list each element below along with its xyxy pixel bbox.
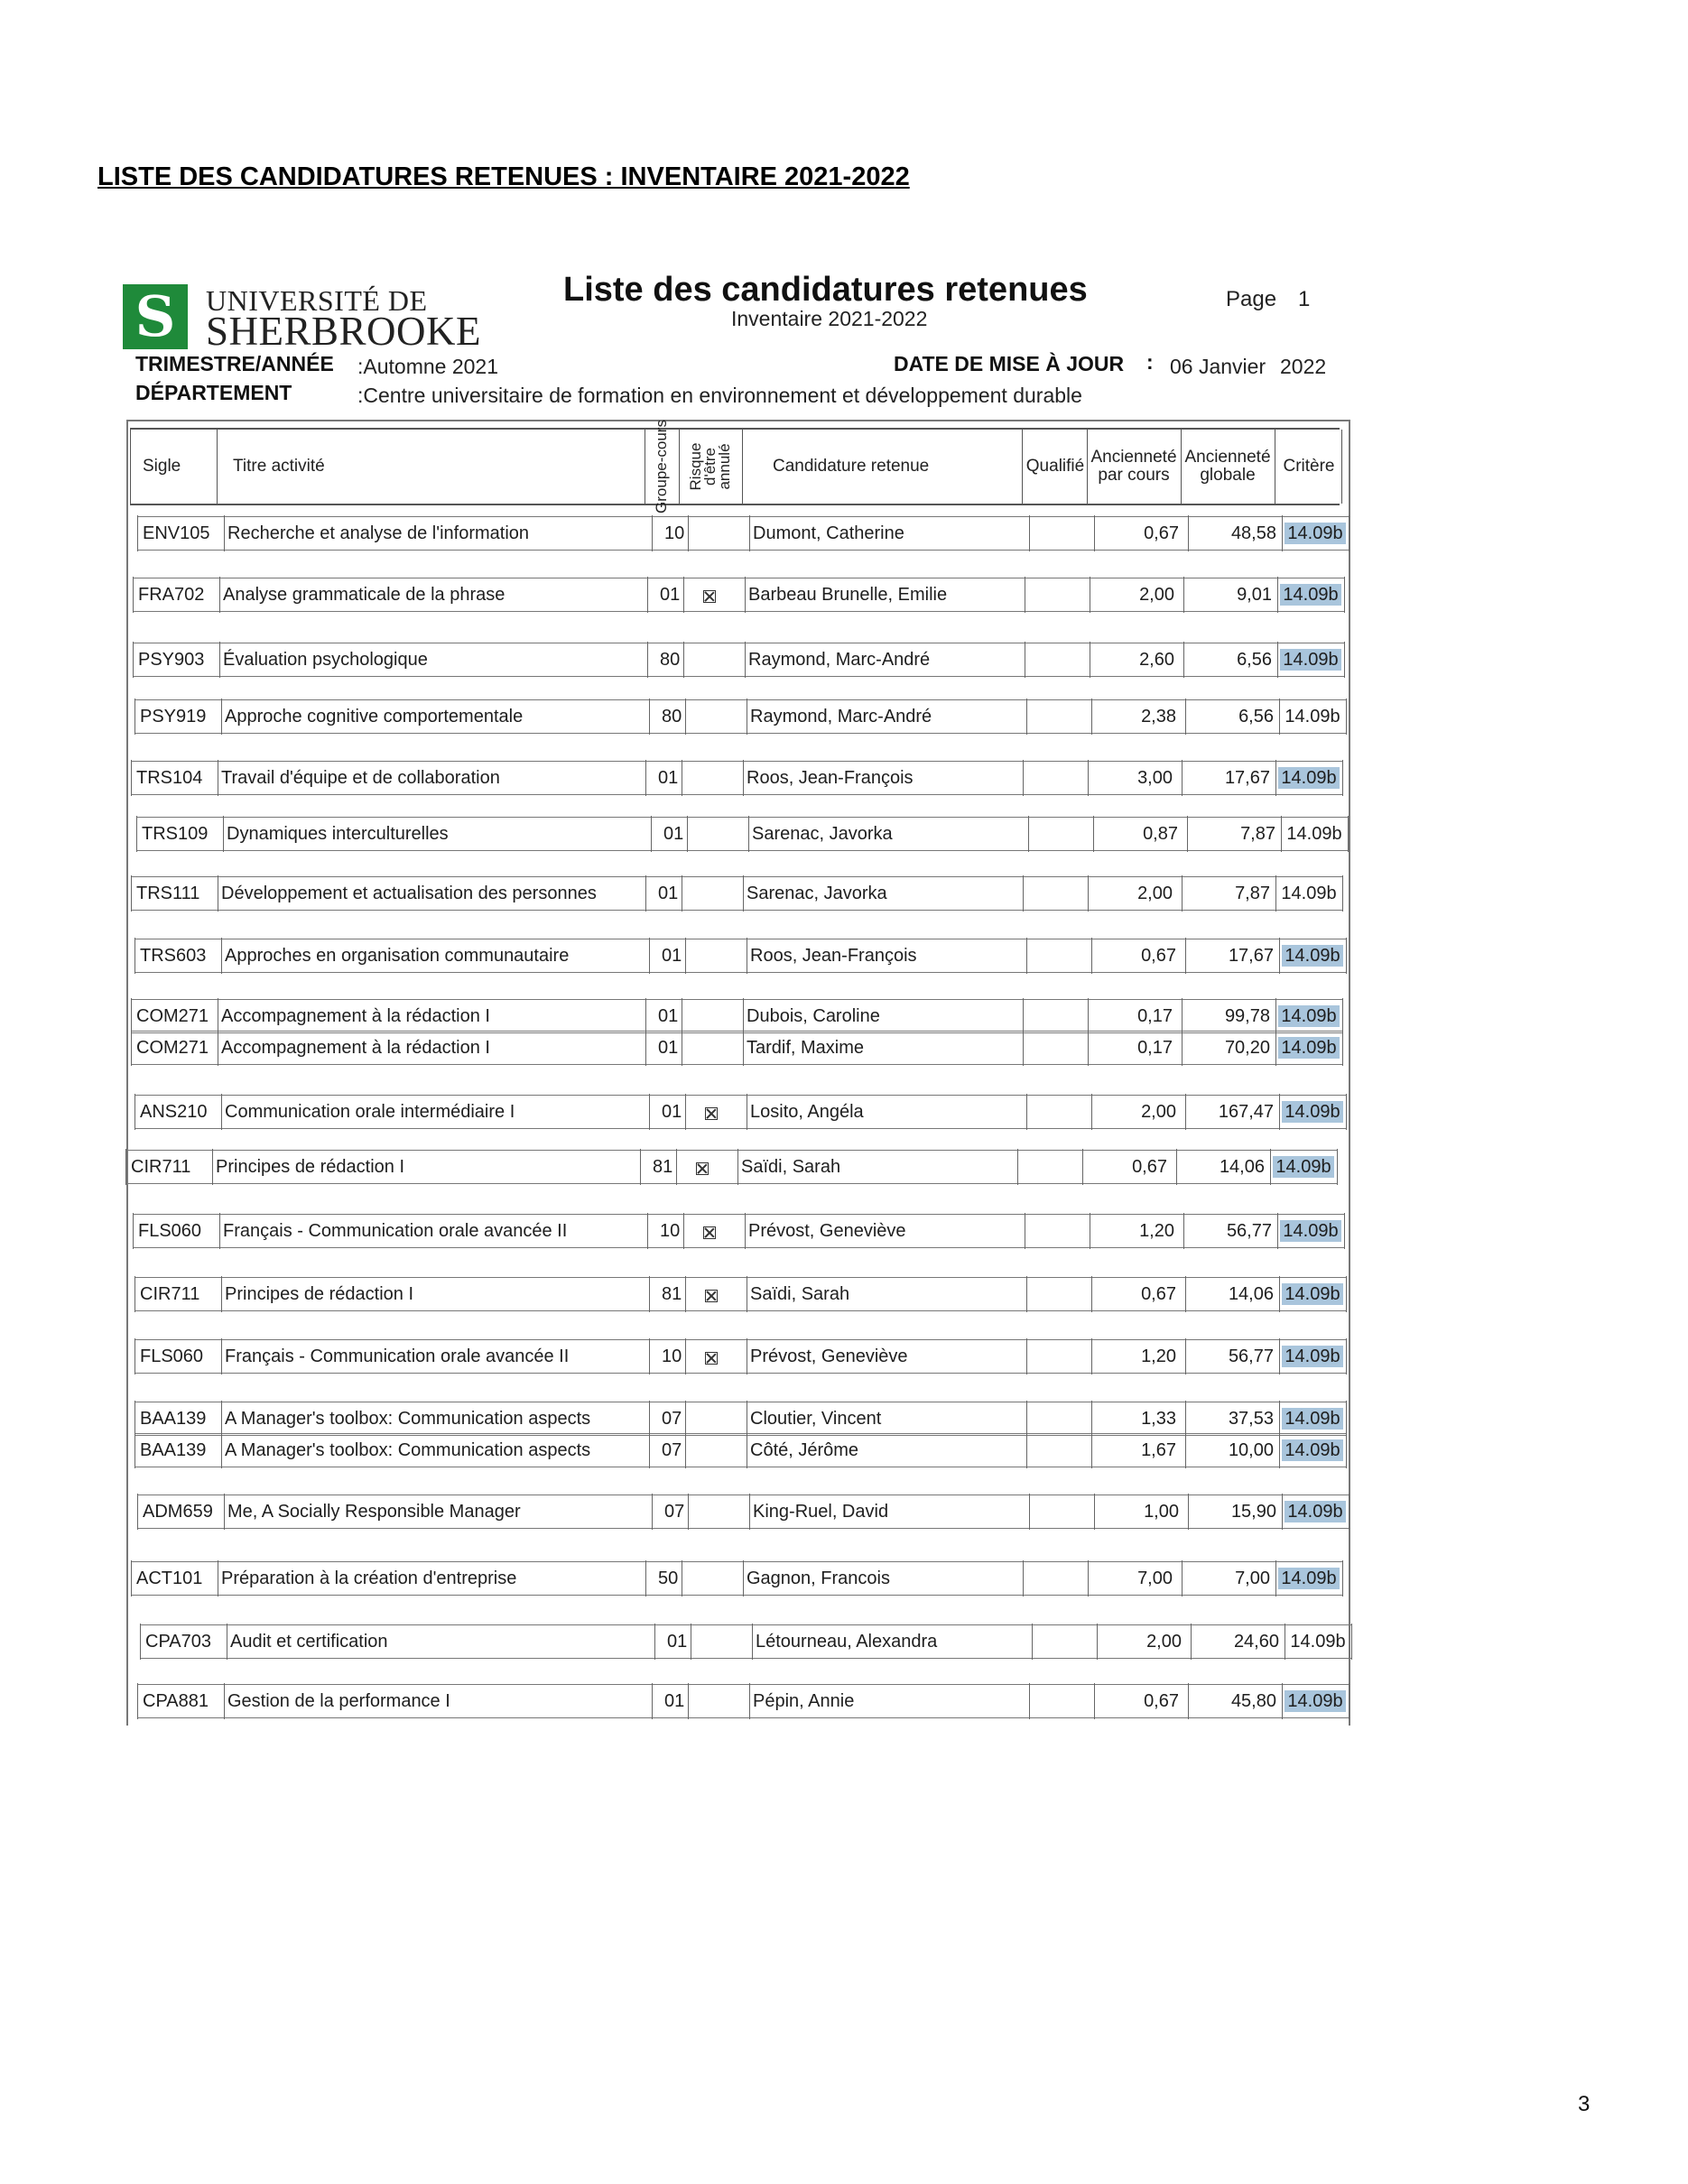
cell-sigle: BAA139	[140, 1440, 207, 1460]
cell-risque	[705, 1434, 741, 1467]
cell-risque	[705, 1402, 741, 1435]
cell-anc-cours: 1,20	[1141, 1346, 1176, 1366]
table-frame	[126, 420, 1350, 1726]
cell-risque	[708, 1495, 744, 1528]
table-row	[133, 578, 1344, 612]
cell-critere: 14.09b	[1285, 707, 1340, 726]
cell-sigle: PSY919	[140, 707, 207, 726]
table-row	[134, 939, 1346, 973]
cell-groupe: 80	[662, 707, 682, 726]
col-candidature: Candidature retenue	[773, 457, 930, 476]
cell-candidature: Côté, Jérôme	[750, 1440, 859, 1460]
table-row	[131, 999, 1342, 1033]
logo-line2: SHERBROOKE	[206, 309, 482, 354]
page-footer-number: 3	[1578, 2092, 1591, 2116]
cell-groupe: 07	[664, 1502, 685, 1522]
cell-anc-cours: 0,67	[1132, 1157, 1167, 1177]
cell-anc-cours: 1,00	[1144, 1502, 1179, 1522]
cell-groupe: 01	[662, 1102, 682, 1122]
cell-groupe: 81	[662, 1284, 682, 1304]
cell-anc-cours: 0,17	[1137, 1038, 1173, 1058]
cell-critere: 14.09b	[1281, 1340, 1344, 1373]
cell-anc-cours: 2,00	[1141, 1102, 1176, 1122]
col-anc-globale: Ancienneté globale	[1184, 448, 1271, 485]
checked-box-icon	[703, 590, 716, 603]
cell-titre: Français - Communication orale avancée II	[223, 1221, 568, 1241]
cell-sigle: FLS060	[138, 1221, 202, 1241]
cell-sigle: TRS104	[136, 768, 203, 788]
cell-sigle: PSY903	[138, 650, 205, 670]
cell-critere: 14.09b	[1277, 1562, 1340, 1595]
cell-groupe: 01	[660, 585, 681, 605]
cell-qualifie	[1030, 700, 1084, 733]
table-row	[133, 1214, 1344, 1248]
page-number: 1	[1298, 287, 1311, 311]
cell-critere: 14.09b	[1281, 1402, 1344, 1435]
col-groupe: Groupe-cours	[653, 420, 670, 514]
table-row	[134, 1339, 1346, 1374]
table-row	[134, 1095, 1346, 1129]
cell-sigle: FRA702	[138, 585, 205, 605]
cell-critere: 14.09b	[1281, 1434, 1344, 1467]
cell-titre: Français - Communication orale avancée II	[225, 1346, 570, 1366]
cell-candidature: Prévost, Geneviève	[750, 1346, 908, 1366]
cell-risque	[705, 1278, 741, 1310]
cell-titre: Recherche et analyse de l'information	[227, 523, 530, 543]
cell-critere: 14.09b	[1279, 578, 1342, 611]
cell-anc-cours: 7,00	[1137, 1569, 1173, 1588]
cell-sigle: FLS060	[140, 1346, 204, 1366]
cell-risque	[710, 1625, 747, 1658]
update-year: 2022	[1280, 355, 1327, 378]
update-label: DATE DE MISE À JOUR	[894, 352, 1125, 375]
table-row	[140, 1624, 1351, 1659]
cell-anc-cours: 2,00	[1137, 884, 1173, 903]
cell-qualifie	[1033, 1495, 1087, 1528]
cell-titre: Analyse grammaticale de la phrase	[223, 585, 505, 605]
cell-candidature: Sarenac, Javorka	[747, 884, 887, 903]
term-label: TRIMESTRE/ANNÉE	[135, 352, 334, 375]
update-colon: :	[1146, 350, 1154, 374]
cell-qualifie	[1028, 1215, 1082, 1247]
cell-groupe: 01	[658, 1038, 679, 1058]
cell-critere: 14.09b	[1272, 1151, 1335, 1183]
cell-titre: Me, A Socially Responsible Manager	[227, 1502, 521, 1522]
cell-groupe: 01	[658, 884, 679, 903]
cell-critere: 14.09b	[1281, 1278, 1344, 1310]
update-day: 06 Janvier	[1170, 355, 1266, 378]
col-anc-cours: Ancienneté par cours	[1090, 448, 1177, 485]
cell-anc-cours: 2,00	[1139, 585, 1174, 605]
cell-groupe: 10	[662, 1346, 682, 1366]
cell-titre: Accompagnement à la rédaction I	[221, 1038, 490, 1058]
cell-critere: 14.09b	[1277, 1032, 1340, 1064]
cell-critere: 14.09b	[1284, 1495, 1347, 1528]
col-critere: Critère	[1283, 457, 1335, 476]
cell-critere: 14.09b	[1290, 1632, 1346, 1652]
cell-titre: Préparation à la création d'entreprise	[221, 1569, 517, 1588]
cell-anc-globale: 7,00	[1235, 1569, 1270, 1588]
cell-groupe: 07	[662, 1409, 682, 1429]
col-sigle: Sigle	[143, 457, 181, 476]
table-row	[137, 1495, 1349, 1529]
cell-anc-cours: 0,67	[1144, 523, 1179, 543]
cell-candidature: Pépin, Annie	[753, 1691, 855, 1711]
cell-anc-cours: 2,60	[1139, 650, 1174, 670]
cell-anc-cours: 0,17	[1137, 1006, 1173, 1026]
cell-groupe: 10	[660, 1221, 681, 1241]
cell-groupe: 07	[662, 1440, 682, 1460]
cell-candidature: King-Ruel, David	[753, 1502, 889, 1522]
cell-anc-globale: 6,56	[1237, 650, 1272, 670]
page-label: Page	[1226, 287, 1277, 311]
cell-sigle: CIR711	[140, 1284, 200, 1304]
logo-mark-icon: S	[123, 284, 188, 349]
cell-critere: 14.09b	[1286, 824, 1342, 844]
cell-qualifie	[1026, 1032, 1081, 1064]
column-header-row	[130, 420, 1340, 514]
dept-value: :Centre universitaire de formation en environnement et développement durable	[357, 384, 1082, 407]
cell-anc-globale: 17,67	[1228, 946, 1274, 966]
cell-sigle: ANS210	[140, 1102, 208, 1122]
cell-titre: Principes de rédaction I	[216, 1157, 405, 1177]
cell-candidature: Raymond, Marc-André	[750, 707, 932, 726]
cell-anc-cours: 1,67	[1141, 1440, 1176, 1460]
cell-groupe: 01	[658, 1006, 679, 1026]
cell-critere: 14.09b	[1279, 643, 1342, 676]
cell-risque	[701, 762, 737, 794]
cell-qualifie	[1028, 578, 1082, 611]
cell-candidature: Losito, Angéla	[750, 1102, 864, 1122]
table-row	[125, 1150, 1337, 1184]
cell-candidature: Sarenac, Javorka	[752, 824, 893, 844]
table-row	[137, 516, 1349, 551]
cell-titre: A Manager's toolbox: Communication aspects	[225, 1440, 591, 1460]
cell-candidature: Raymond, Marc-André	[748, 650, 931, 670]
cell-qualifie	[1030, 1278, 1084, 1310]
cell-critere: 14.09b	[1277, 762, 1340, 794]
cell-risque	[696, 1151, 732, 1183]
cell-titre: Approche cognitive comportementale	[225, 707, 524, 726]
university-logo	[123, 284, 502, 352]
dept-label: DÉPARTEMENT	[135, 381, 292, 404]
cell-candidature: Létourneau, Alexandra	[756, 1632, 938, 1652]
cell-risque	[705, 939, 741, 972]
cell-risque	[701, 1032, 737, 1064]
cell-qualifie	[1026, 877, 1081, 910]
cell-titre: Dynamiques interculturelles	[227, 824, 449, 844]
cell-critere: 14.09b	[1279, 1215, 1342, 1247]
cell-groupe: 50	[658, 1569, 679, 1588]
cell-critere: 14.09b	[1284, 517, 1347, 550]
table-row	[134, 1402, 1346, 1436]
checked-box-icon	[703, 1226, 716, 1239]
table-row	[131, 1031, 1342, 1065]
cell-groupe: 01	[663, 824, 684, 844]
cell-anc-cours: 1,33	[1141, 1409, 1176, 1429]
report-title: Liste des candidatures retenues	[563, 271, 1088, 309]
cell-sigle: ENV105	[143, 523, 210, 543]
cell-risque	[701, 877, 737, 910]
table-row	[134, 1277, 1346, 1311]
cell-groupe: 01	[658, 768, 679, 788]
cell-candidature: Cloutier, Vincent	[750, 1409, 882, 1429]
cell-risque	[707, 818, 743, 850]
cell-candidature: Roos, Jean-François	[747, 768, 914, 788]
cell-risque	[708, 517, 744, 550]
cell-anc-globale: 48,58	[1230, 523, 1276, 543]
cell-sigle: TRS603	[140, 946, 207, 966]
cell-qualifie	[1030, 1402, 1084, 1435]
cell-candidature: Tardif, Maxime	[747, 1038, 865, 1058]
col-qualifie: Qualifié	[1025, 457, 1085, 476]
table-row	[137, 1684, 1349, 1718]
cell-anc-globale: 45,80	[1230, 1691, 1276, 1711]
cell-risque	[705, 1096, 741, 1128]
checked-box-icon	[705, 1290, 718, 1302]
col-titre: Titre activité	[233, 457, 325, 476]
cell-anc-cours: 0,87	[1143, 824, 1178, 844]
cell-groupe: 01	[662, 946, 682, 966]
cell-titre: Évaluation psychologique	[223, 650, 428, 670]
cell-titre: Développement et actualisation des personnes	[221, 884, 597, 903]
cell-groupe: 01	[664, 1691, 685, 1711]
cell-risque	[705, 1340, 741, 1373]
cell-anc-globale: 167,47	[1218, 1102, 1274, 1122]
cell-anc-cours: 2,38	[1141, 707, 1176, 726]
cell-qualifie	[1035, 1625, 1090, 1658]
cell-risque	[703, 578, 739, 611]
cell-anc-globale: 17,67	[1224, 768, 1270, 788]
cell-anc-globale: 56,77	[1226, 1221, 1272, 1241]
cell-anc-globale: 10,00	[1228, 1440, 1274, 1460]
cell-critere: 14.09b	[1277, 1000, 1340, 1032]
cell-sigle: CIR711	[131, 1157, 191, 1177]
cell-titre: Gestion de la performance I	[227, 1691, 450, 1711]
cell-critere: 14.09b	[1281, 884, 1337, 903]
cell-anc-globale: 56,77	[1228, 1346, 1274, 1366]
table-row	[136, 817, 1348, 851]
term-value: :Automne 2021	[357, 355, 499, 378]
cell-anc-globale: 99,78	[1224, 1006, 1270, 1026]
cell-critere: 14.09b	[1284, 1685, 1347, 1717]
table-row	[133, 643, 1344, 677]
cell-critere: 14.09b	[1281, 939, 1344, 972]
table-row	[134, 699, 1346, 734]
cell-qualifie	[1030, 1340, 1084, 1373]
cell-candidature: Dumont, Catherine	[753, 523, 904, 543]
table-row	[134, 1433, 1346, 1467]
checked-box-icon	[705, 1352, 718, 1365]
cell-risque	[703, 643, 739, 676]
cell-critere: 14.09b	[1281, 1096, 1344, 1128]
cell-anc-globale: 6,56	[1238, 707, 1274, 726]
cell-sigle: COM271	[136, 1038, 209, 1058]
cell-titre: Principes de rédaction I	[225, 1284, 414, 1304]
cell-anc-cours: 0,67	[1141, 1284, 1176, 1304]
cell-anc-globale: 70,20	[1224, 1038, 1270, 1058]
report-scan	[121, 262, 1367, 1751]
cell-qualifie	[1030, 1096, 1084, 1128]
cell-anc-globale: 37,53	[1228, 1409, 1274, 1429]
cell-groupe: 81	[653, 1157, 673, 1177]
col-risque: Risque d'être annulé	[687, 442, 733, 491]
cell-anc-globale: 7,87	[1235, 884, 1270, 903]
cell-anc-globale: 14,06	[1228, 1284, 1274, 1304]
cell-anc-cours: 0,67	[1144, 1691, 1179, 1711]
cell-titre: Approches en organisation communautaire	[225, 946, 570, 966]
cell-qualifie	[1026, 1562, 1081, 1595]
cell-groupe: 01	[667, 1632, 688, 1652]
cell-sigle: BAA139	[140, 1409, 207, 1429]
checked-box-icon	[696, 1162, 709, 1175]
cell-qualifie	[1026, 1000, 1081, 1032]
table-row	[131, 876, 1342, 911]
cell-titre: Accompagnement à la rédaction I	[221, 1006, 490, 1026]
cell-titre: A Manager's toolbox: Communication aspects	[225, 1409, 591, 1429]
report-subtitle: Inventaire 2021-2022	[731, 307, 928, 330]
cell-anc-globale: 24,60	[1233, 1632, 1279, 1652]
cell-qualifie	[1030, 939, 1084, 972]
cell-qualifie	[1032, 818, 1086, 850]
cell-qualifie	[1030, 1434, 1084, 1467]
cell-sigle: CPA881	[143, 1691, 209, 1711]
document-heading: LISTE DES CANDIDATURES RETENUES : INVENTAIRE 2021-2022	[97, 162, 910, 191]
logo-line1: UNIVERSITÉ DE	[206, 284, 428, 317]
cell-anc-cours: 2,00	[1146, 1632, 1182, 1652]
cell-risque	[701, 1562, 737, 1595]
cell-titre: Travail d'équipe et de collaboration	[221, 768, 500, 788]
cell-candidature: Gagnon, Francois	[747, 1569, 890, 1588]
cell-anc-cours: 1,20	[1139, 1221, 1174, 1241]
cell-anc-cours: 3,00	[1137, 768, 1173, 788]
cell-groupe: 10	[664, 523, 685, 543]
cell-qualifie	[1033, 1685, 1087, 1717]
cell-sigle: CPA703	[145, 1632, 212, 1652]
cell-risque	[705, 700, 741, 733]
cell-candidature: Dubois, Caroline	[747, 1006, 880, 1026]
cell-sigle: ACT101	[136, 1569, 203, 1588]
cell-risque	[708, 1685, 744, 1717]
table-row	[131, 1561, 1342, 1596]
cell-sigle: TRS111	[136, 884, 200, 903]
table-row	[131, 761, 1342, 795]
cell-titre: Communication orale intermédiaire I	[225, 1102, 515, 1122]
checked-box-icon	[705, 1107, 718, 1120]
cell-qualifie	[1026, 762, 1081, 794]
cell-candidature: Prévost, Geneviève	[748, 1221, 906, 1241]
cell-groupe: 80	[660, 650, 681, 670]
cell-candidature: Roos, Jean-François	[750, 946, 917, 966]
cell-candidature: Barbeau Brunelle, Emilie	[748, 585, 948, 605]
cell-candidature: Saïdi, Sarah	[750, 1284, 850, 1304]
cell-qualifie	[1021, 1151, 1075, 1183]
cell-titre: Audit et certification	[230, 1632, 388, 1652]
cell-sigle: COM271	[136, 1006, 209, 1026]
cell-anc-globale: 9,01	[1237, 585, 1272, 605]
cell-anc-cours: 0,67	[1141, 946, 1176, 966]
cell-risque	[701, 1000, 737, 1032]
cell-candidature: Saïdi, Sarah	[741, 1157, 841, 1177]
cell-anc-globale: 7,87	[1240, 824, 1275, 844]
cell-risque	[703, 1215, 739, 1247]
cell-anc-globale: 15,90	[1230, 1502, 1276, 1522]
cell-qualifie	[1033, 517, 1087, 550]
cell-sigle: ADM659	[143, 1502, 213, 1522]
cell-sigle: TRS109	[142, 824, 209, 844]
cell-qualifie	[1028, 643, 1082, 676]
cell-anc-globale: 14,06	[1219, 1157, 1265, 1177]
